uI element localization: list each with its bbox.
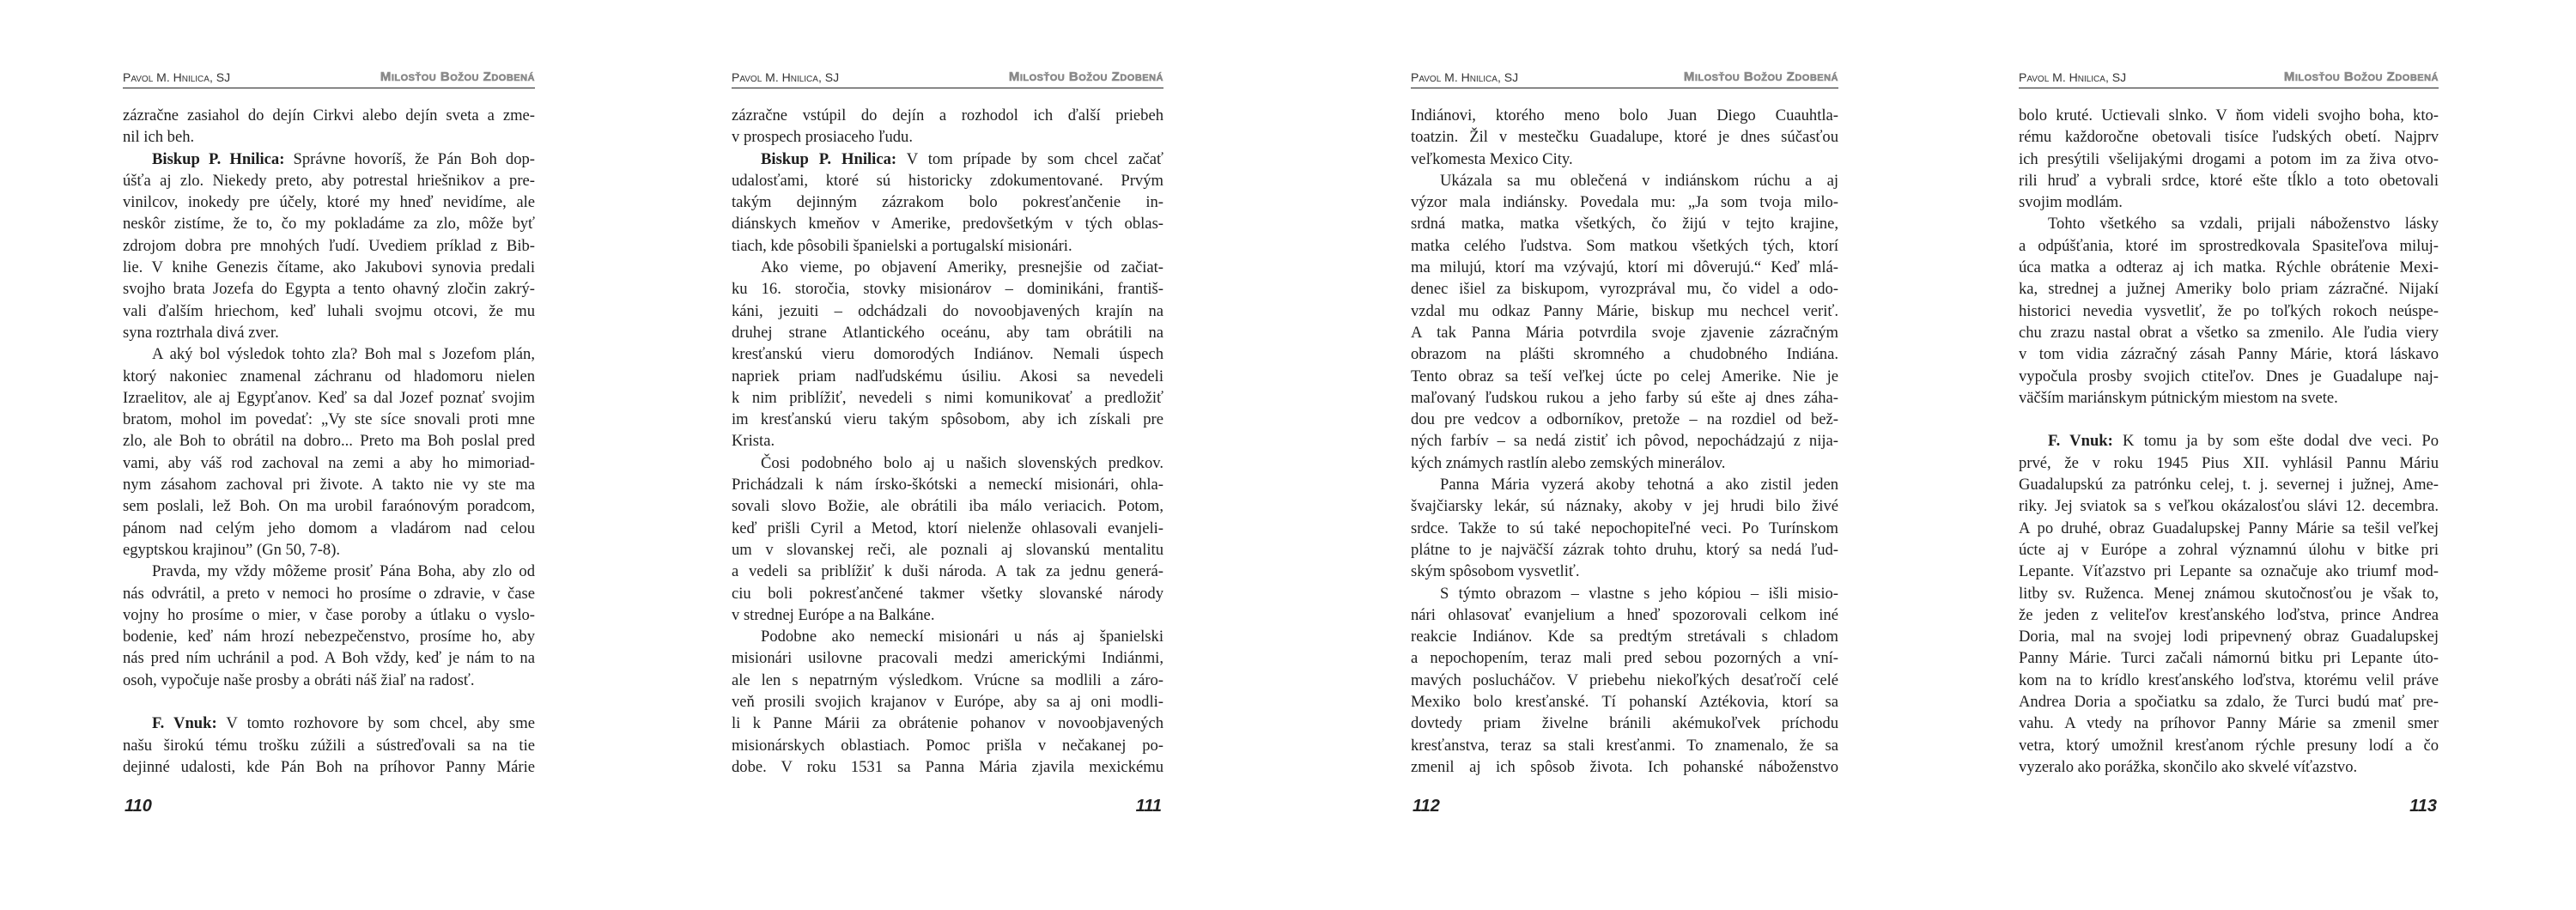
line-text: ku 16. storočia, stovky misionárov – dominikáni, františ- (732, 280, 1163, 299)
line-text: riky. Jej sviatok sa s veľkou okázalosťou slávi 12. decembra. (2019, 497, 2439, 516)
text-line (1411, 257, 1838, 278)
text-line (123, 604, 535, 626)
text-line (1411, 387, 1838, 409)
text-line (732, 366, 1163, 387)
running-header (732, 69, 1163, 88)
line-text: ka, strednej a južnej Ameriky bolo priam zázračné. Nijakí (2019, 280, 2439, 299)
line-text: Tohto všetkého sa vzdali, prijali náboženstvo lásky (2048, 215, 2439, 234)
line-text: rému každoročne obetovali tisíce ľudských obetí. Najprv (2019, 128, 2439, 147)
text-line (123, 213, 535, 234)
text-line (732, 235, 1163, 257)
line-text: druhej strane Atlantického oceánu, aby tam obrátili na (732, 323, 1163, 342)
page-113 (2019, 0, 2439, 910)
text-line (2019, 735, 2439, 756)
text-line (732, 626, 1163, 647)
line-text: ským spôsobom vysvetliť. (1411, 562, 1580, 581)
header-book-title: Milosťou Božou Zdobená (1683, 70, 1838, 84)
line-text: udalosťami, ktoré sú historicky zdokumentované. Prvým (732, 171, 1163, 190)
line-text: vypočula prosby svojich ctiteľov. Dnes je Guadalupe naj- (2019, 367, 2439, 385)
page-body (732, 105, 1163, 778)
line-text: misionárskych oblastiach. Pomoc prišla v nečakanej po- (732, 736, 1163, 755)
line-text: maľovaný ľudskou rukou a jeho farby sú ešte aj dnes záha- (1411, 388, 1838, 407)
text-line (1411, 539, 1838, 561)
text-line (1411, 561, 1838, 582)
text-line (2019, 713, 2439, 734)
line-text: Andrea Doria a spočiatku sa zdalo, že Turci budú mať pre- (2019, 693, 2439, 712)
text-line (123, 756, 535, 778)
text-line (123, 322, 535, 343)
text-line (1411, 430, 1838, 452)
text-line (732, 583, 1163, 604)
text-line (732, 604, 1163, 626)
line-text: toatzin. Žil v mestečku Guadalupe, ktoré je dnes súčasťou (1411, 128, 1838, 147)
line-text: zázračne zasiahol do dejín Cirkvi alebo dejín sveta a zme- (123, 106, 535, 124)
line-text: V tomto rozhovore by som chcel, aby sme (216, 714, 535, 733)
text-line (732, 430, 1163, 452)
text-line (2019, 366, 2439, 387)
text-line (123, 409, 535, 430)
page-number: 113 (2409, 797, 2437, 816)
text-line (2019, 474, 2439, 495)
page-number: 110 (125, 797, 152, 816)
line-text: A tak Panna Mária potvrdila svoje zjavenie zázračným (1411, 323, 1838, 342)
page-number: 112 (1413, 797, 1440, 816)
line-text: litby sv. Ruženca. Menej známou skutočnosťou je však to, (2019, 584, 2439, 603)
text-line (1411, 452, 1838, 474)
line-text: v prospech prosiaceho ľudu. (732, 128, 913, 147)
line-text: takým dejinným zázrakom bolo pokresťančenie in- (732, 193, 1163, 212)
header-book-title: Milosťou Božou Zdobená (1008, 70, 1163, 84)
line-text: li k Panne Márii za obrátenie pohanov v novoobjavených (732, 714, 1163, 733)
line-text: dobe. V roku 1531 sa Panna Mária zjavila mexickému (732, 757, 1163, 776)
text-line (1411, 583, 1838, 604)
line-text: obrazom na plášti skromného a chudobného Indiána. (1411, 345, 1838, 364)
line-text: bratom, mohol im povedať: „Vy ste síce snovali proti mne (123, 410, 535, 429)
line-text: kresťanskú vieru domorodých Indiánov. Nemali úspech (732, 345, 1163, 364)
line-text: k nim priblížiť, nevedeli s nimi komunikovať a predložiť (732, 388, 1163, 407)
line-text: vojny ho prosíme o mier, v čase poroby a útlaku o vyslo- (123, 605, 535, 624)
line-text: keď prišli Cyril a Metod, ktorí nielenže ohlasovali evanjeli- (732, 519, 1163, 537)
line-text: Panny Márie. Turci začali námornú bitku pri Lepante úto- (2019, 649, 2439, 668)
text-line (2019, 430, 2439, 452)
line-text: rili hruď a vybrali srdce, ktoré ešte tĺklo a toto obetovali (2019, 171, 2439, 190)
line-text: a odpúšťania, ktoré im sprostredkovala Spasiteľova miluj- (2019, 236, 2439, 255)
text-line (123, 387, 535, 409)
line-text: svojim modlám. (2019, 193, 2123, 212)
line-text: nári ohlasovať evanjelium a hneď spozorovali celkom iné (1411, 605, 1838, 624)
line-text: tiach, kde pôsobili španielski a portugalskí misionári. (732, 236, 1072, 255)
text-line (123, 583, 535, 604)
text-line (1411, 343, 1838, 365)
text-line (732, 691, 1163, 713)
line-text: našu širokú tému trošku zúžili a sústreďovali sa na tie (123, 736, 535, 755)
text-line (732, 409, 1163, 430)
line-text: Tento obraz sa teší veľkej úcte po celej Amerike. Nie je (1411, 367, 1838, 385)
line-text: V tom prípade by som chcel začať (896, 149, 1163, 168)
text-line (123, 452, 535, 474)
line-text: a vedeli sa priblížiť k duši národa. A tak za jednu generá- (732, 562, 1163, 581)
text-line (123, 105, 535, 126)
text-line (2019, 126, 2439, 148)
line-text: vyzeralo ako porážka, skončilo ako skvelé víťazstvo. (2019, 757, 2358, 776)
speaker-name: F. Vnuk: (2048, 432, 2113, 451)
header-book-title: Milosťou Božou Zdobená (380, 70, 535, 84)
text-line (732, 474, 1163, 495)
text-line (123, 149, 535, 170)
line-text: sovali slovo Božie, ale obrátili iba málo veriacich. Potom, (732, 497, 1163, 516)
line-text: Ukázala sa mu oblečená v indiánskom rúchu a aj (1440, 171, 1838, 190)
text-line (1411, 366, 1838, 387)
text-line (1411, 713, 1838, 734)
line-text: ných farbív – sa nedá zistiť ich pôvod, nepochádzajú z nija- (1411, 432, 1838, 451)
text-line (2019, 322, 2439, 343)
line-text: neskôr zistíme, že to, čo my pokladáme za zlo, môže byť (123, 215, 535, 234)
text-line (2019, 170, 2439, 191)
page-112 (1411, 0, 1838, 910)
text-line (2019, 691, 2439, 713)
line-text: S týmto obrazom – vlastne s jeho kópiou – išli misio- (1440, 584, 1838, 603)
text-line (2019, 235, 2439, 257)
line-text: Izraelitov, ale aj Egypťanov. Keď sa dal Jozef poznať svojim (123, 388, 535, 407)
header-book-title: Milosťou Božou Zdobená (2283, 70, 2439, 84)
line-text: úca matka a odteraz aj ich matka. Rýchle obrátenie Mexi- (2019, 258, 2439, 277)
line-text: nás odvrátil, a preto v nemoci ho prosíme o zdravie, v čase (123, 584, 535, 603)
text-line (1411, 495, 1838, 517)
line-text: K tomu ja by som ešte dodal dve veci. Po (2112, 432, 2439, 451)
text-line (123, 647, 535, 669)
line-text: sem poslali, lež Boh. On ma urobil faraónovým poradcom, (123, 497, 535, 516)
line-text: bolo kruté. Uctievali slnko. V ňom videli svojho boha, kto- (2019, 106, 2439, 124)
line-text: a nepochopením, teraz mali pred sebou pozorných a vní- (1411, 649, 1838, 668)
text-line (1411, 604, 1838, 626)
line-text: zázračne vstúpil do dejín a rozhodol ich ďalší priebeh (732, 106, 1163, 124)
line-text: vetra, ktorý umožnil kresťanom rýchle presuny lodí a čo (2019, 736, 2439, 755)
text-line (732, 322, 1163, 343)
text-line (123, 626, 535, 647)
text-line (1411, 670, 1838, 691)
line-text: nás pred ním uchránil a pod. A Boh vždy, keď je nám to na (123, 649, 535, 668)
text-line (1411, 170, 1838, 191)
page-111 (732, 0, 1163, 910)
text-line (2019, 191, 2439, 213)
text-line (1411, 191, 1838, 213)
line-text: im kresťanskú vieru takým spôsobom, aby ich získali pre (732, 410, 1163, 429)
text-line (732, 495, 1163, 517)
text-line (2019, 257, 2439, 278)
line-text: ma milujú, ktorí ma vzývajú, ktorí mi dôverujú.“ Keď mlá- (1411, 258, 1838, 277)
text-line (2019, 278, 2439, 300)
line-text: matka celého ľudstva. Som matkou všetkých tých, ktorí (1411, 236, 1838, 255)
running-header (1411, 69, 1838, 88)
text-line (732, 713, 1163, 734)
text-line (1411, 474, 1838, 495)
line-text: úšťa aj zlo. Niekedy preto, aby potrestal hriešnikov a pre- (123, 171, 535, 190)
text-line (2019, 213, 2439, 234)
text-line (732, 300, 1163, 322)
page-110 (123, 0, 535, 910)
text-line (2019, 452, 2439, 474)
text-line (1411, 278, 1838, 300)
line-text: švajčiarsky lekár, sú náznaky, akoby v jej hrudi bilo živé (1411, 497, 1838, 516)
line-text: nym zásahom zachoval pri živote. A takto nie vy ste ma (123, 476, 535, 494)
text-line (2019, 756, 2439, 778)
line-text: Pravda, my vždy môžeme prosiť Pána Boha, aby zlo od (152, 562, 535, 581)
line-text: denec išiel za biskupom, vyrozprával mu, čo videl a odo- (1411, 280, 1838, 299)
line-text: Mexiko bolo kresťanské. Tí pohanskí Aztékovia, ktorí sa (1411, 693, 1838, 712)
line-text: egyptskou krajinou” (Gn 50, 7-8). (123, 540, 341, 559)
line-text: zdrojom dobra pre mnohých ľudí. Uvediem príklad z Bib- (123, 236, 535, 255)
line-text: svojho brata Jozefa do Egypta a tento ohavný zločin zakrý- (123, 280, 535, 299)
line-text: vinilcov, inokedy pre účely, ktoré my hneď nevidíme, ale (123, 193, 535, 212)
text-line (1411, 626, 1838, 647)
running-header (2019, 69, 2439, 88)
line-text: Krista. (732, 432, 775, 451)
line-text: vami, aby váš rod zachoval na zemi a aby ho mimoriad- (123, 453, 535, 472)
header-author: Pavol M. Hnilica, SJ (1411, 70, 1519, 84)
running-header (123, 69, 535, 88)
text-line (1411, 149, 1838, 170)
text-line (123, 235, 535, 257)
line-text: ale len s nepatrným výsledkom. Vrúcne sa modlili a záro- (732, 670, 1163, 689)
text-line (123, 474, 535, 495)
line-text: A po druhé, obraz Guadalupskej Panny Márie sa tešil veľkej (2019, 519, 2439, 537)
text-line (732, 278, 1163, 300)
text-line (732, 105, 1163, 126)
line-text: Panna Mária vyzerá akoby tehotná a ako zistil jeden (1440, 476, 1838, 494)
line-text: diánskych kmeňov v Amerike, predovšetkým v tých oblas- (732, 215, 1163, 234)
text-line (123, 170, 535, 191)
line-text: kresťanstva, teraz sa stali kresťanmi. To znamenalo, že sa (1411, 736, 1838, 755)
text-line (732, 518, 1163, 539)
line-text: mavých poslucháčov. V priebehu niekoľkých desaťročí celé (1411, 670, 1838, 689)
line-text: Podobne ako nemeckí misionári u nás aj španielski (761, 628, 1163, 646)
line-text: plátne to je najväčší zázrak tohto druhu, ktorý sa nedá ľud- (1411, 540, 1838, 559)
text-line (123, 343, 535, 365)
text-line (123, 713, 535, 734)
text-line (732, 126, 1163, 148)
text-line (2019, 604, 2439, 626)
line-text: kých známych rastlín alebo zemských minerálov. (1411, 453, 1726, 472)
line-text: napriek priam nadľudskému úsiliu. Akosi sa nevedeli (732, 367, 1163, 385)
line-text: um v slovanskej reči, ale poznali aj slovanskú mentalitu (732, 540, 1163, 559)
text-line (123, 430, 535, 452)
line-text: veľkomesta Mexico City. (1411, 149, 1573, 168)
line-text: srdce. Takže to sú také nepochopiteľné veci. Po Turínskom (1411, 519, 1838, 537)
line-text: vahu. A vtedy na príhovor Panny Márie sa zmenil smer (2019, 714, 2439, 733)
text-line (732, 213, 1163, 234)
text-line (123, 561, 535, 582)
text-line (123, 518, 535, 539)
text-line (123, 126, 535, 148)
line-text: Ako vieme, po objavení Ameriky, presnejšie od začiat- (761, 258, 1163, 277)
text-line (732, 387, 1163, 409)
line-text: dovtedy priam živelne bránili akémukoľvek príchodu (1411, 714, 1838, 733)
line-text: zmenil aj ich spôsob života. Ich pohanské náboženstvo (1411, 757, 1838, 776)
line-text: kom na to krídlo kresťanského loďstva, ktorému velil práve (2019, 670, 2439, 689)
text-line (1411, 235, 1838, 257)
line-text: v tom vidia zázračný zásah Panny Márie, ktorá láskavo (2019, 345, 2439, 364)
text-line (2019, 561, 2439, 582)
text-line (1411, 126, 1838, 148)
text-line (732, 257, 1163, 278)
line-text: Guadalupskú za patrónku celej, t. j. severnej i južnej, Ame- (2019, 476, 2439, 494)
text-line (123, 735, 535, 756)
text-line (732, 756, 1163, 778)
page-number: 111 (1135, 797, 1162, 816)
paragraph-gap (123, 691, 535, 713)
header-author: Pavol M. Hnilica, SJ (123, 70, 231, 84)
text-line (1411, 409, 1838, 430)
speaker-name: Biskup P. Hnilica: (761, 149, 897, 168)
paragraph-gap (2019, 409, 2439, 430)
text-line (732, 191, 1163, 213)
text-line (732, 149, 1163, 170)
text-line (1411, 105, 1838, 126)
line-text: chu zrazu nastal obrat a všetko sa zmenilo. Ale ľudia viery (2019, 323, 2439, 342)
text-line (123, 539, 535, 561)
line-text: srdná matka, matka všetkých, čo žijú v tejto krajine, (1411, 215, 1838, 234)
text-line (2019, 149, 2439, 170)
line-text: prvé, že v roku 1945 Pius XII. vyhlásil Pannu Máriu (2019, 453, 2439, 472)
text-line (732, 170, 1163, 191)
text-line (732, 539, 1163, 561)
line-text: Prichádzali k nám írsko-škótski a nemeckí misionári, ohla- (732, 476, 1163, 494)
line-text: že jeden z veliteľov kresťanského loďstva, prince Andrea (2019, 605, 2439, 624)
line-text: káni, jezuiti – odchádzali do novoobjavených krajín na (732, 301, 1163, 320)
line-text: dou pre vedcov a odborníkov, pretože – na rozdiel od bež- (1411, 410, 1838, 429)
text-line (1411, 213, 1838, 234)
text-line (1411, 647, 1838, 669)
line-text: Indiánovi, ktorého meno bolo Juan Diego Cuauhtla- (1411, 106, 1838, 124)
text-line (123, 366, 535, 387)
text-line (732, 343, 1163, 365)
text-line (2019, 583, 2439, 604)
speaker-name: F. Vnuk: (152, 714, 217, 733)
line-text: vzdal mu odkaz Panny Márie, biskup mu nechcel veriť. (1411, 301, 1838, 320)
text-line (732, 561, 1163, 582)
line-text: výzor mala indiánsky. Povedala mu: „Ja som tvoja milo- (1411, 193, 1838, 212)
text-line (1411, 518, 1838, 539)
line-text: dejinné udalosti, kde Pán Boh na príhovor Panny Márie (123, 757, 535, 776)
line-text: Správne hovoríš, že Pán Boh dop- (284, 149, 535, 168)
text-line (2019, 539, 2439, 561)
text-line (2019, 343, 2439, 365)
line-text: vali ďalším hriechom, keď luhali svojmu otcovi, že mu (123, 301, 535, 320)
text-line (2019, 300, 2439, 322)
line-text: zlo, ale Boh to obrátil na dobro... Preto ma Boh poslal pred (123, 432, 535, 451)
text-line (123, 278, 535, 300)
page-body (123, 105, 535, 778)
line-text: väčším mariánskym pútnickým miestom na svete. (2019, 388, 2338, 407)
speaker-name: Biskup P. Hnilica: (152, 149, 285, 168)
line-text: bodenie, keď nám hrozí nebezpečenstvo, prosíme ho, aby (123, 628, 535, 646)
text-line (1411, 735, 1838, 756)
line-text: misionári usilovne pracovali medzi americkými Indiánmi, (732, 649, 1163, 668)
text-line (123, 300, 535, 322)
text-line (732, 735, 1163, 756)
line-text: A aký bol výsledok tohto zla? Boh mal s Jozefom plán, (152, 345, 535, 364)
text-line (2019, 518, 2439, 539)
line-text: ich presýtili všelijakými drogami a potom im za živa otvo- (2019, 149, 2439, 168)
line-text: syna roztrhala divá zver. (123, 323, 279, 342)
text-line (2019, 670, 2439, 691)
text-line (732, 452, 1163, 474)
text-line (123, 191, 535, 213)
line-text: veň prosili svojich krajanov v Európe, aby sa aj oni modli- (732, 693, 1163, 712)
text-line (2019, 647, 2439, 669)
line-text: ktorý nakoniec znamenal záchranu od hladomoru nielen (123, 367, 535, 385)
text-line (1411, 300, 1838, 322)
line-text: ciu boli pokresťančené takmer všetky slovanské národy (732, 584, 1163, 603)
line-text: Lepante. Víťazstvo pri Lepante sa označuje ako triumf mod- (2019, 562, 2439, 581)
line-text: Doria, mal na svojej lodi pripevnený obraz Guadalupskej (2019, 628, 2439, 646)
page-body (1411, 105, 1838, 778)
header-author: Pavol M. Hnilica, SJ (2019, 70, 2127, 84)
line-text: pánom nad celým jeho domom a vladárom nad celou (123, 519, 535, 537)
text-line (1411, 691, 1838, 713)
line-text: Čosi podobného bolo aj u našich slovenských predkov. (761, 453, 1163, 472)
text-line (2019, 387, 2439, 409)
text-line (123, 257, 535, 278)
text-line (1411, 756, 1838, 778)
text-line (2019, 105, 2439, 126)
line-text: úcte aj v Európe a zohral významnú úlohu v bitke pri (2019, 540, 2439, 559)
line-text: osoh, vypočuje naše prosby a obráti náš žiaľ na radosť. (123, 670, 475, 689)
line-text: reakcie Indiánov. Kde sa predtým stretávali s chladom (1411, 628, 1838, 646)
text-line (1411, 322, 1838, 343)
text-line (732, 647, 1163, 669)
header-author: Pavol M. Hnilica, SJ (732, 70, 840, 84)
line-text: v strednej Európe a na Balkáne. (732, 605, 935, 624)
line-text: lie. V knihe Genezis čítame, ako Jakubovi synovia predali (123, 258, 535, 277)
text-line (2019, 495, 2439, 517)
line-text: historici nevedia vysvetliť, že po toľkých rokoch neúspe- (2019, 301, 2439, 320)
text-line (123, 495, 535, 517)
line-text: nil ich beh. (123, 128, 195, 147)
text-line (732, 670, 1163, 691)
text-line (123, 670, 535, 691)
text-line (2019, 626, 2439, 647)
page-body (2019, 105, 2439, 778)
